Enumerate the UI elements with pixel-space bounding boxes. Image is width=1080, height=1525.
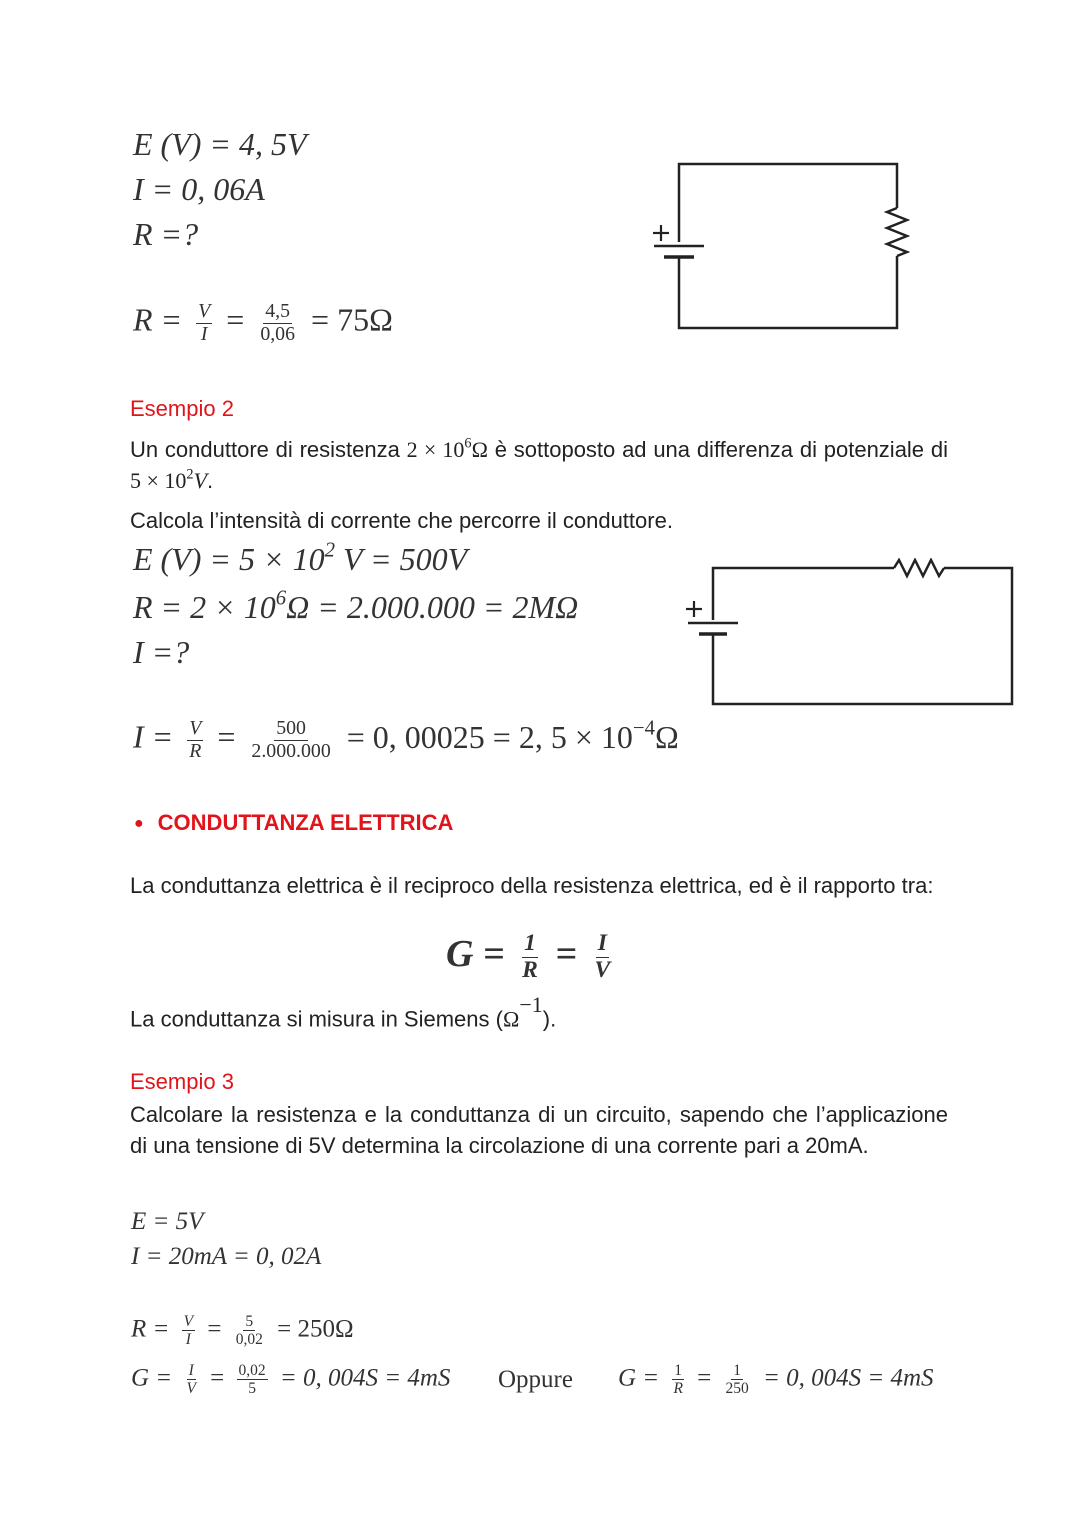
fraction-denominator: I <box>200 322 208 345</box>
ex2-question: Calcola l’intensità di corrente che percorre il conduttore. <box>130 508 673 533</box>
fraction-numerator: 1 <box>674 1362 683 1379</box>
ex1-frac-values <box>258 301 297 346</box>
ex2-volt-exp: 2 <box>186 466 194 483</box>
ex2-volt-unit: V <box>193 468 208 493</box>
ex2-voltage-value <box>130 468 207 493</box>
g-result: = 0, 004S = 4mS <box>279 1364 451 1392</box>
ex2-res-base: 2 × 10 <box>406 437 465 462</box>
ex3-conductance-calc <box>131 1362 450 1397</box>
fraction-denominator: 2.000.000 <box>251 739 331 762</box>
ex2-r-exp: 6 <box>275 586 287 610</box>
fraction-numerator: I <box>597 930 607 956</box>
ex1-given-r: R =? <box>133 216 199 252</box>
section-title: CONDUTTANZA ELETTRICA <box>157 810 454 835</box>
ex2-text-a: Un conduttore di resistenza <box>130 437 400 462</box>
ex2-e-exp: 2 <box>324 538 335 562</box>
ex2-result-unit: Ω <box>655 718 679 755</box>
conductance-definition: La conduttanza elettrica è il reciproco della resistenza elettrica, ed è il rapporto tra: <box>130 873 934 898</box>
ex2-given-e <box>133 538 468 578</box>
circuit-wire-top-left <box>713 568 894 620</box>
ex2-e-base: E (V) = 5 × 10 <box>133 541 325 577</box>
equals-sign: = <box>210 1364 225 1392</box>
fraction-denominator: 5 <box>248 1380 256 1398</box>
equals-sign: = <box>697 1364 712 1392</box>
ex3-conductance-alt-calc <box>618 1362 934 1397</box>
ex2-title: Esempio 2 <box>130 396 234 421</box>
r-frac-values <box>234 1313 265 1348</box>
ex3-given-i: I = 20mA = 0, 02A <box>131 1243 322 1270</box>
g-frac-values <box>237 1362 268 1397</box>
fraction-numerator: 1 <box>524 930 536 956</box>
ex2-given-r <box>133 586 579 626</box>
g2-frac-one-over-r <box>671 1362 684 1397</box>
fraction-denominator: R <box>522 956 538 983</box>
ex2-frac-v-over-r <box>187 718 203 763</box>
ex2-res-unit: Ω <box>471 437 488 462</box>
plus-sign-icon <box>686 601 702 617</box>
circuit-wire-bottom <box>679 256 897 328</box>
resistor-symbol <box>894 560 944 576</box>
resistor-symbol <box>887 208 907 256</box>
ex2-calc-lhs: I = <box>133 718 174 755</box>
r-frac-v-over-i <box>182 1313 195 1348</box>
fraction-denominator: V <box>186 1380 196 1398</box>
ex1-given-i: I = 0, 06A <box>133 171 265 207</box>
ex2-given-i: I =? <box>133 634 190 670</box>
fraction-denominator: 0,02 <box>235 1331 263 1349</box>
fraction-denominator: I <box>185 1331 191 1349</box>
unit-text-b: ). <box>542 1006 557 1032</box>
ex2-e-rest: V = 500V <box>335 541 468 577</box>
ex3-resistance-calc <box>131 1313 354 1348</box>
ex2-result-exp: −4 <box>632 716 656 740</box>
fraction-numerator: V <box>183 1313 194 1330</box>
ex2-res-exp: 6 <box>464 435 472 452</box>
siemens-unit-text <box>130 992 557 1032</box>
ex2-calc-result <box>346 716 679 755</box>
fraction-denominator: 0,06 <box>260 322 296 345</box>
ex1-given-e: E (V) = 4, 5V <box>133 126 307 162</box>
g-frac-i-over-v <box>184 1362 197 1397</box>
ex3-problem-text: Calcolare la resistenza e la conduttanza di un circuito, sapendo che l’applicazione di una tensione di 5V determina la circolazione di una corrente pari a 20mA. <box>130 1102 948 1158</box>
fraction-numerator: 1 <box>733 1362 742 1379</box>
ex1-calculation <box>133 301 393 346</box>
fraction-numerator: 5 <box>245 1313 254 1330</box>
r-result: = 250Ω <box>277 1315 354 1343</box>
formula-frac-one-over-r <box>520 931 540 984</box>
ex2-r-base: R = 2 × 10 <box>133 589 276 625</box>
unit-symbol: Ω <box>502 1006 520 1032</box>
equals-sign: = <box>226 301 245 338</box>
circuit-wire-top <box>679 164 897 242</box>
r-lhs: R = <box>131 1315 170 1343</box>
ex3-given-e: E = 5V <box>131 1208 204 1235</box>
ex2-circuit-diagram <box>682 558 1022 710</box>
g2-frac-values <box>724 1362 751 1397</box>
ex2-problem-text <box>130 434 948 496</box>
ex2-r-rest: Ω = 2.000.000 = 2MΩ <box>286 589 579 625</box>
formula-lhs: G = <box>446 933 505 976</box>
ex2-text-c: . <box>207 468 214 493</box>
ex2-volt-base: 5 × 10 <box>130 468 187 493</box>
fraction-numerator: 4,5 <box>265 300 291 322</box>
formula-frac-i-over-v <box>592 931 612 984</box>
plus-sign-icon <box>653 225 669 241</box>
oppure-label: Oppure <box>498 1366 573 1393</box>
ex1-circuit-diagram <box>650 160 910 335</box>
ex1-calc-lhs: R = <box>133 301 183 338</box>
unit-text-a: La conduttanza si misura in Siemens ( <box>130 1006 503 1032</box>
ex1-frac-v-over-i <box>196 301 212 346</box>
fraction-numerator: 500 <box>276 717 306 739</box>
ex2-text-b: è sottoposto ad una differenza di potenziale di <box>494 437 948 462</box>
fraction-denominator: R <box>673 1380 683 1398</box>
conductance-formula <box>446 931 618 984</box>
g2-lhs: G = <box>618 1364 660 1392</box>
circuit-wire-right-bottom <box>713 568 1012 704</box>
equals-sign: = <box>207 1315 222 1343</box>
ex3-title: Esempio 3 <box>130 1069 234 1094</box>
equals-sign: = <box>555 933 577 976</box>
fraction-denominator: V <box>594 956 611 983</box>
g-lhs: G = <box>131 1364 173 1392</box>
fraction-denominator: 250 <box>725 1380 749 1398</box>
section-heading <box>134 810 453 836</box>
bullet-icon: ● <box>134 815 144 832</box>
ex2-resistance-value <box>407 437 488 462</box>
fraction-numerator: V <box>198 300 211 322</box>
ex2-frac-values <box>249 718 332 763</box>
fraction-numerator: I <box>188 1362 194 1379</box>
ex2-calculation <box>133 718 679 763</box>
fraction-numerator: V <box>189 717 202 739</box>
unit-exponent: −1 <box>519 992 543 1017</box>
fraction-denominator: R <box>189 739 202 762</box>
ex2-result-base: = 0, 00025 = 2, 5 × 10 <box>346 718 633 755</box>
g2-result: = 0, 004S = 4mS <box>763 1364 934 1392</box>
ex1-calc-result: = 75Ω <box>311 301 393 338</box>
equals-sign: = <box>217 718 236 755</box>
fraction-numerator: 0,02 <box>238 1362 266 1379</box>
